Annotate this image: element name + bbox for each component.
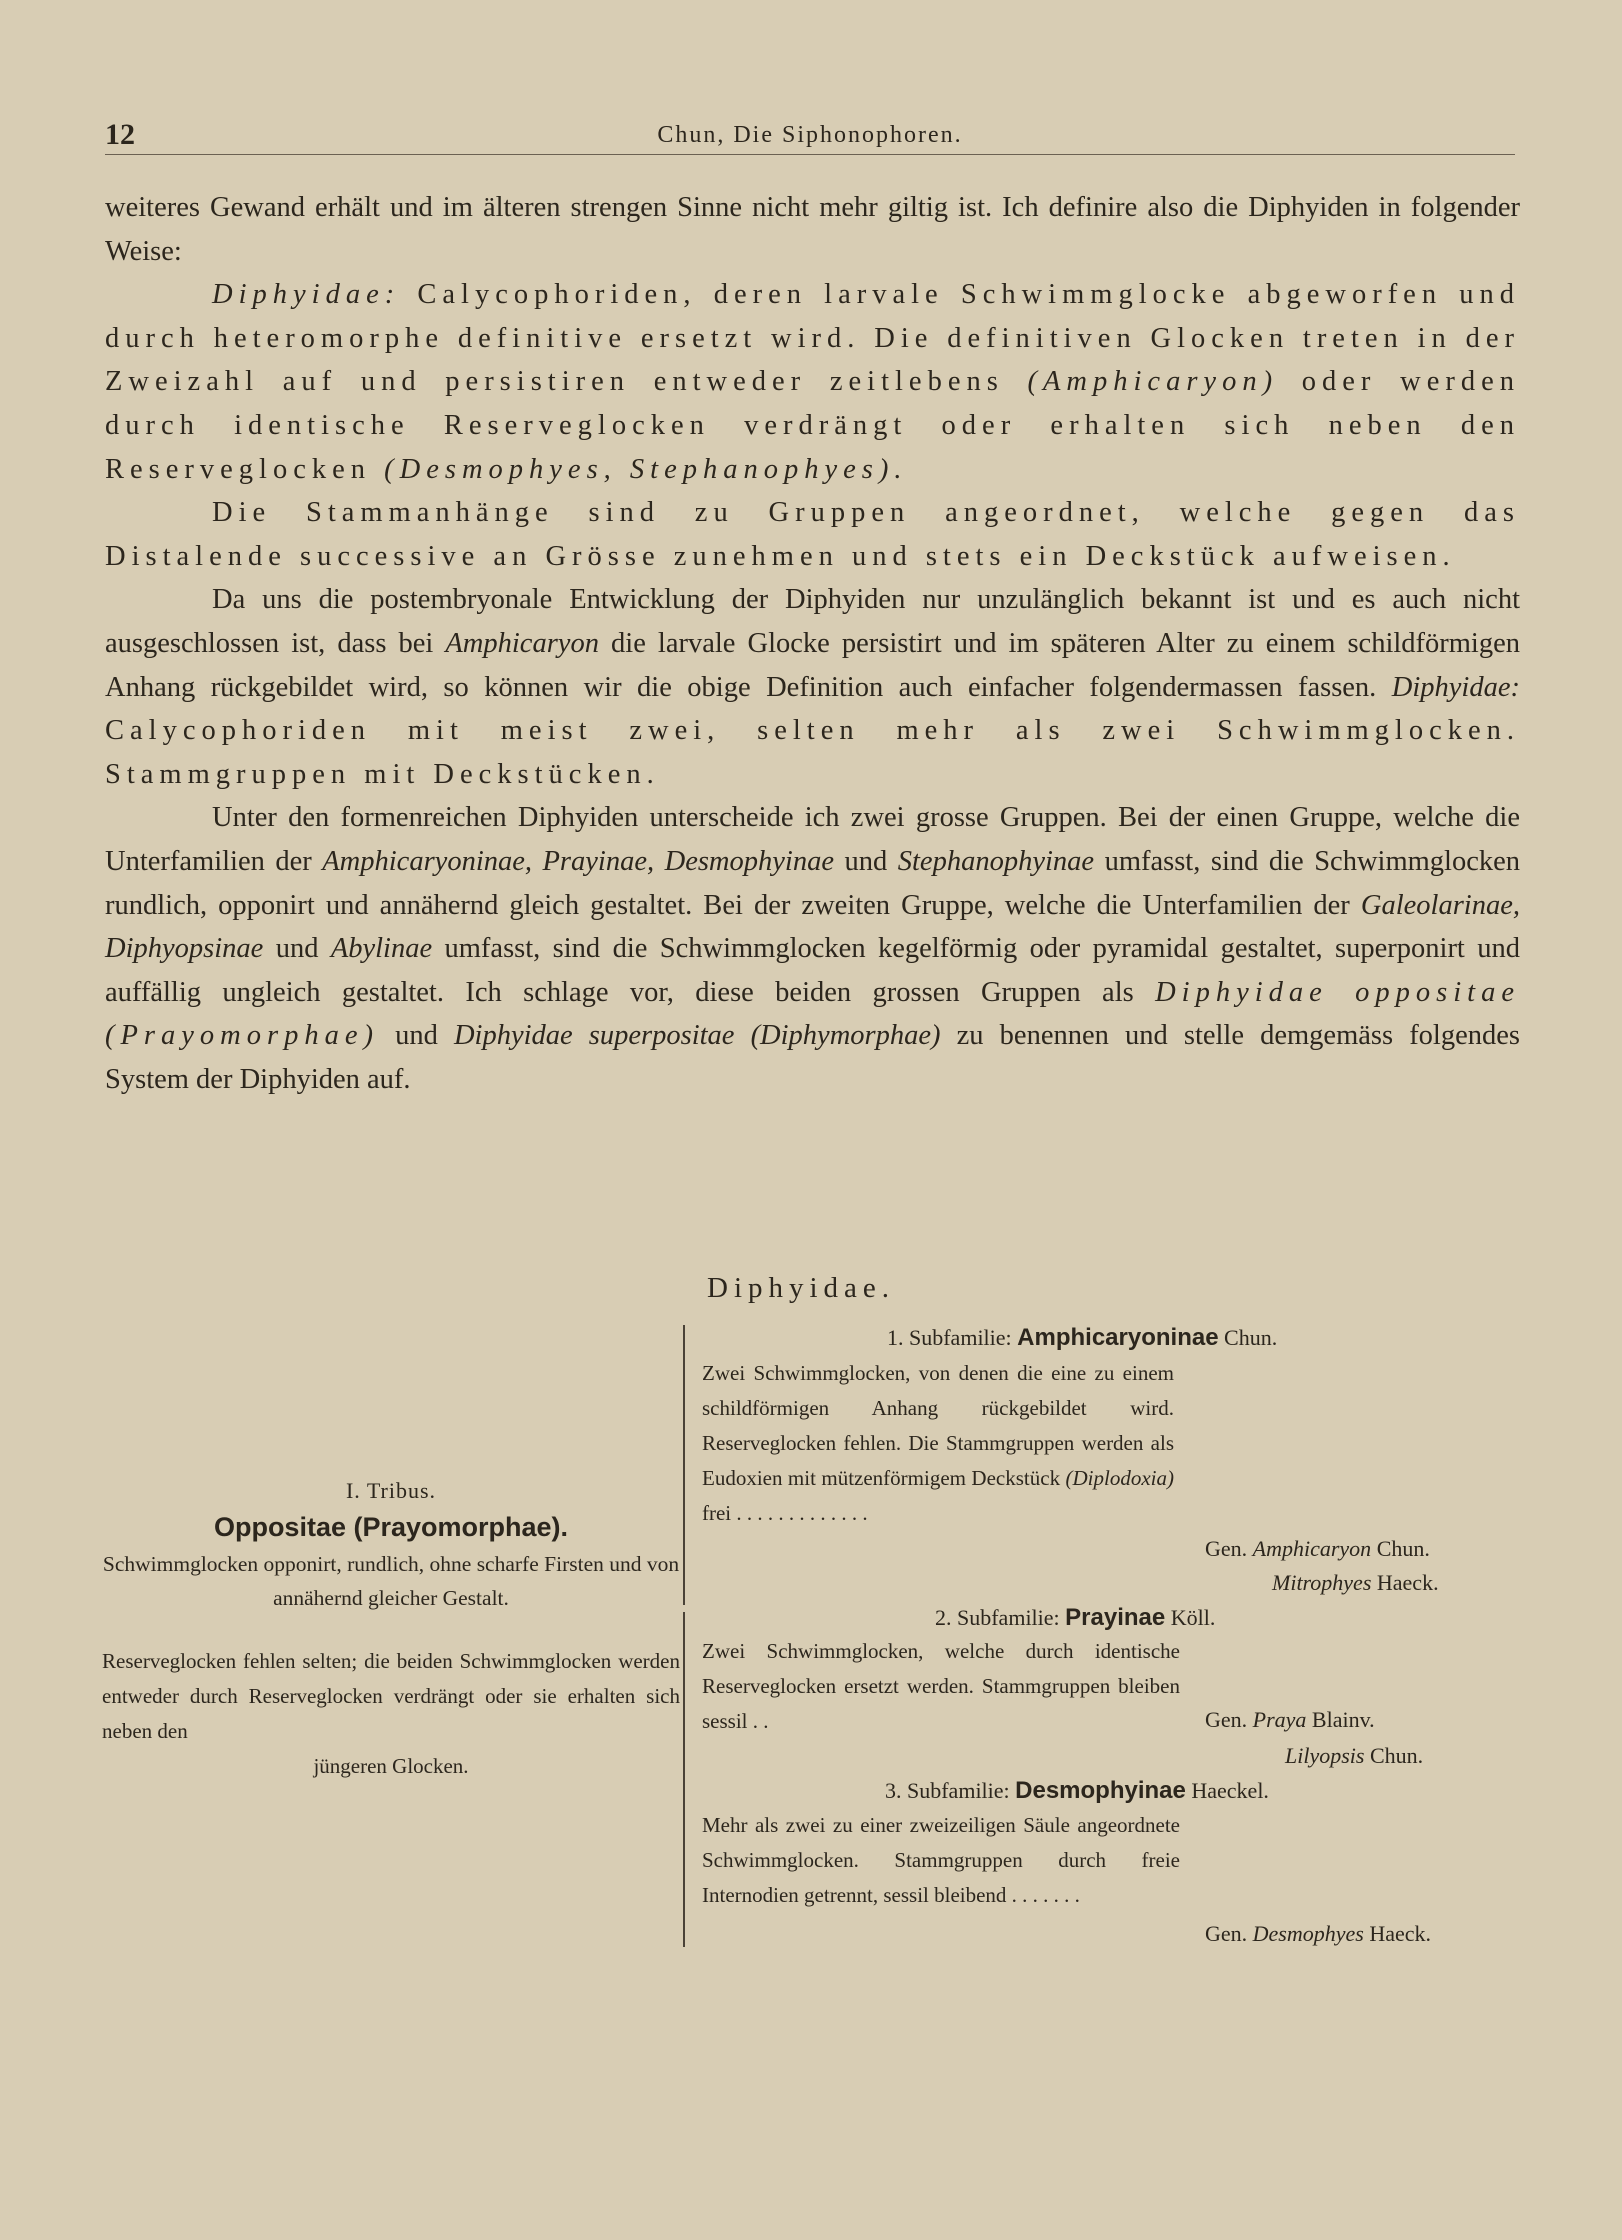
- paragraph-4: [105, 578, 1520, 796]
- paragraph-text: und: [834, 845, 898, 877]
- genus-author: Haeck.: [1376, 1570, 1439, 1595]
- subfamily-name: Prayinae: [1065, 1604, 1166, 1631]
- paragraph-text: Da uns die postembryonale Entwicklung der Diphyiden nur unzulänglich bekannt ist und es auch nicht ausgeschlossen ist, dass bei: [105, 584, 1520, 659]
- tribus-description: Schwimmglocken opponirt, rundlich, ohne scharfe Firsten und von annähernd gleicher Gestalt.: [102, 1552, 680, 1610]
- genus-author: Blainv.: [1311, 1707, 1375, 1732]
- taxon-name: Stephanophyinae: [897, 845, 1095, 877]
- taxon-name: Diphyidae superpositae (Diphymorphae): [453, 1020, 941, 1052]
- genus-author: Haeck.: [1369, 1921, 1432, 1946]
- running-head: Chun, Die Siphonophoren.: [657, 122, 963, 148]
- description-text: Zwei Schwimmglocken, von denen die eine zu einem schildförmigen Anhang rückgebildet wird. Reserveglocken fehlen. Die Stammgruppen werden als Eudoxien mit mützenförmigem Deckstück: [702, 1361, 1174, 1490]
- genus-line: [1205, 1707, 1375, 1733]
- paragraph-text: umfasst, sind die Schwimmglocken kegelförmig oder pyramidal gestaltet, superponirt und auffällig ungleich gestaltet. Ich schlage vor, diese beiden grossen Gruppen als: [105, 933, 1520, 1008]
- tribus-block: [102, 1478, 680, 1615]
- taxon-name: (Desmophyes, Stephanophyes).: [384, 453, 908, 485]
- tribus-name: Oppositae (Prayomorphae).: [213, 1512, 569, 1542]
- taxon-name: Abylinae: [330, 933, 433, 965]
- subfamily-number: 3. Subfamilie:: [885, 1778, 1010, 1803]
- genus-label: Gen.: [1205, 1536, 1248, 1561]
- subfamily-author: Chun.: [1224, 1325, 1278, 1350]
- bracket-rule: [683, 1325, 685, 1605]
- subfamily-3-description: Mehr als zwei zu einer zweizeiligen Säule angeordnete Schwimmglocken. Stammgruppen durch freie Internodien getrennt, sessil bleibend . . . . . . .: [702, 1813, 1180, 1907]
- paragraph-text: die larvale Glocke persistirt und im späteren Alter zu einem schildförmigen Anhang rückgebildet wird, so können wir die obige Definition auch einfacher folgendermassen fassen.: [105, 627, 1520, 703]
- genus-line: [1205, 1921, 1431, 1947]
- subfamily-author: Haeckel.: [1191, 1778, 1269, 1803]
- paragraph-text: oder werden durch identische Reserveglocken verdrängt oder erhalten sich neben den Reserveglocken: [105, 366, 1520, 485]
- subfamily-number: 1. Subfamilie:: [887, 1325, 1012, 1350]
- genus-label: Gen.: [1205, 1921, 1248, 1946]
- subfamily-1-heading: [887, 1324, 1277, 1352]
- subfamily-name: Amphicaryoninae: [1017, 1324, 1219, 1351]
- genus-author: Chun.: [1369, 1743, 1424, 1768]
- tribus-note: [102, 1644, 680, 1784]
- paragraph-text: Unter den formenreichen Diphyiden unterscheide ich zwei grosse Gruppen. Bei der einen Gruppe, welche die Unterfamilien der: [105, 802, 1520, 877]
- paragraph-1: weiteres Gewand erhält und im älteren strengen Sinne nicht mehr giltig ist. Ich definire also die Diphyiden in folgender Weise:: [105, 192, 1520, 267]
- taxon-name: (Amphicaryon): [1027, 366, 1279, 398]
- genus-name: Desmophyes: [1252, 1921, 1364, 1946]
- subfamily-3-heading: [885, 1777, 1269, 1805]
- genus-author: Chun.: [1376, 1536, 1430, 1561]
- paragraph-text: umfasst, sind die Schwimmglocken rundlich, opponirt und annähernd gleich gestaltet. Bei der zweiten Gruppe, welche die Unterfamilien der: [105, 845, 1521, 921]
- taxon-name: (Diplodoxia): [1065, 1466, 1174, 1490]
- genus-line: [1285, 1743, 1423, 1769]
- taxon-name: Amphicaryoninae, Prayinae, Desmophyinae: [322, 845, 834, 877]
- taxon-name: Diphyidae:: [1391, 671, 1520, 703]
- taxon-name: Galeolarinae, Diphyopsinae: [105, 889, 1520, 965]
- subfamily-name: Desmophyinae: [1015, 1777, 1186, 1804]
- paragraph-text: Calycophoriden mit meist zwei, selten mehr als zwei Schwimmglocken. Stammgruppen mit Deckstücken.: [105, 715, 1520, 790]
- tribus-note-end: jüngeren Glocken.: [313, 1754, 469, 1778]
- description-text: frei . . . . . . . . . . . . .: [702, 1501, 868, 1525]
- subfamily-1-description: [702, 1356, 1174, 1531]
- bracket-rule: [683, 1612, 685, 1947]
- subfamily-number: 2. Subfamilie:: [935, 1605, 1060, 1630]
- page-number: 12: [105, 118, 135, 151]
- paragraph-text: und: [263, 933, 331, 965]
- family-heading: Diphyidae.: [707, 1272, 896, 1304]
- paragraph-text: Calycophoriden, deren larvale Schwimmglocke abgeworfen und durch heteromorphe definitive ersetzt wird. Die definitiven Glocken treten in der Zweizahl auf und persistiren entweder zeitlebens: [105, 279, 1520, 398]
- genus-label: Gen.: [1205, 1707, 1248, 1732]
- subfamily-author: Köll.: [1170, 1605, 1216, 1630]
- tribus-number: I. Tribus.: [345, 1478, 437, 1503]
- paragraph-3: Die Stammanhänge sind zu Gruppen angeordnet, welche gegen das Distalende successive an Grösse zunehmen und stets ein Deckstück aufweisen.: [105, 497, 1520, 572]
- genus-line: [1272, 1570, 1439, 1596]
- genus-name: Praya: [1252, 1707, 1307, 1732]
- genus-name: Lilyopsis: [1285, 1743, 1365, 1768]
- taxon-name: Diphyidae:: [212, 279, 401, 311]
- paragraph-text: zu benennen und stelle demgemäss folgendes System der Diphyiden auf.: [105, 1020, 1520, 1095]
- genus-line: [1205, 1536, 1430, 1562]
- genus-name: Mitrophyes: [1272, 1570, 1372, 1595]
- paragraph-5: [105, 796, 1520, 1101]
- paragraph-text: und: [378, 1020, 454, 1052]
- paragraph-2: [105, 273, 1520, 491]
- genus-name: Amphicaryon: [1252, 1536, 1372, 1561]
- taxon-name: Amphicaryon: [445, 627, 599, 659]
- taxon-name: Diphyidae oppositae (Prayomorphae): [105, 976, 1520, 1052]
- body-text: [105, 186, 1520, 1101]
- tribus-note-text: Reserveglocken fehlen selten; die beiden Schwimmglocken werden entweder durch Reserveglocken verdrängt oder sie erhalten sich neben den: [102, 1649, 680, 1743]
- page-header: [105, 118, 1515, 155]
- subfamily-2-heading: [935, 1604, 1215, 1632]
- subfamily-2-description: Zwei Schwimmglocken, welche durch identische Reserveglocken ersetzt werden. Stammgruppen bleiben sessil . .: [702, 1639, 1180, 1733]
